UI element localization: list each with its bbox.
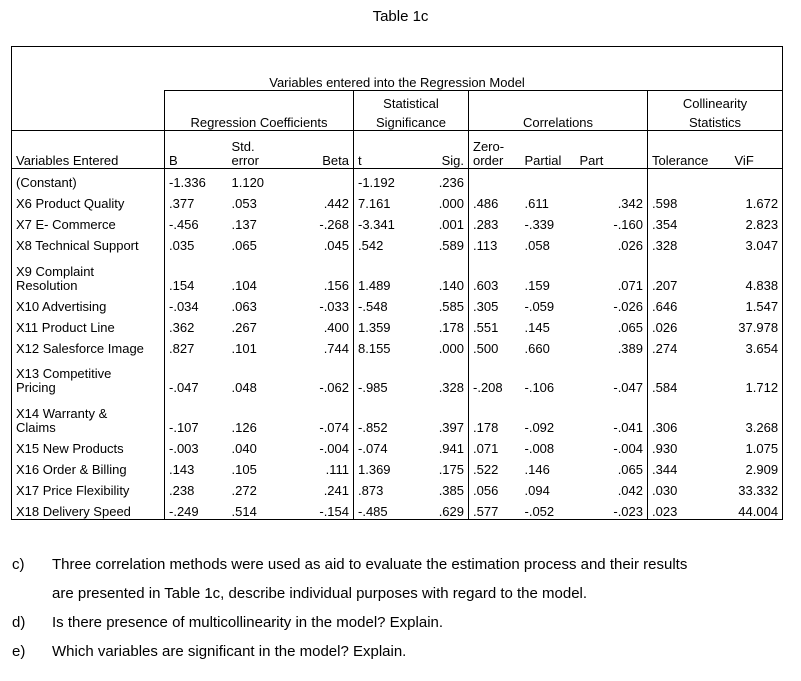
row-variable-name — [12, 190, 165, 211]
row-variable-name — [12, 314, 165, 335]
cell-partial: -.052 — [524, 504, 555, 519]
col-header-variables: Variables Entered — [12, 131, 165, 169]
cell-beta: -.074 — [319, 419, 349, 435]
cell-zero-order — [469, 169, 521, 190]
cell-t: -3.341 — [354, 211, 410, 232]
row-variable-name — [12, 435, 165, 456]
cell-part: .389 — [617, 341, 643, 357]
cell-partial: -.339 — [524, 217, 555, 233]
col-header-zero-order — [469, 131, 521, 169]
cell-b: .154 — [165, 253, 228, 292]
col-header-std-error — [228, 131, 284, 169]
cell-partial: .058 — [524, 238, 550, 254]
cell-t: -.074 — [354, 435, 410, 456]
cell-t: .542 — [354, 232, 410, 253]
cell-zero-order: .113 — [469, 232, 521, 253]
variable-name-line-2: Resolution — [16, 277, 78, 293]
cell-vif: 2.909 — [745, 462, 779, 478]
group-header-regression-coefficients: Regression Coefficients — [165, 91, 354, 131]
cell-zero-order: .305 — [469, 293, 521, 314]
cell-b: -.047 — [165, 356, 228, 395]
table-row — [12, 456, 783, 477]
question-text-line: Which variables are significant in the model? Explain. — [52, 643, 407, 660]
cell-std-error: .065 — [231, 238, 257, 254]
variable-name: (Constant) — [16, 174, 77, 190]
group-header-significance: Significance — [354, 111, 469, 131]
cell-zero-order: .551 — [469, 314, 521, 335]
table-row — [12, 169, 783, 190]
cell-tolerance: .030 — [648, 477, 731, 498]
row-variable-name — [12, 456, 165, 477]
cell-sig: .000 — [438, 195, 464, 211]
cell-partial — [521, 169, 576, 190]
cell-zero-order: -.208 — [469, 356, 521, 395]
cell-zero-order: .522 — [469, 456, 521, 477]
cell-t: -.485 — [354, 498, 410, 519]
cell-vif: 37.978 — [738, 319, 779, 335]
col-header-vif: ViF — [731, 131, 783, 169]
cell-b: .238 — [165, 477, 228, 498]
cell-sig: .328 — [438, 380, 464, 396]
cell-sig: .000 — [438, 341, 464, 357]
cell-beta: .744 — [323, 341, 349, 357]
cell-t: -1.192 — [354, 169, 410, 190]
cell-partial: -.092 — [524, 419, 555, 435]
cell-b: .143 — [165, 456, 228, 477]
cell-part: -.023 — [613, 504, 643, 519]
group-header-statistics: Statistics — [648, 111, 783, 131]
variable-name: X14 Warranty & — [16, 405, 108, 421]
col-header-zero: Zero- — [473, 139, 505, 154]
col-header-b: B — [165, 131, 228, 169]
cell-b: -.249 — [165, 498, 228, 519]
variable-name-line-2: Claims — [16, 419, 56, 435]
table-row — [12, 293, 783, 314]
group-header-statistical: Statistical — [354, 91, 469, 111]
question-text — [52, 637, 782, 666]
cell-tolerance: .344 — [648, 456, 731, 477]
cell-part: -.160 — [613, 217, 643, 233]
cell-zero-order: .056 — [469, 477, 521, 498]
cell-zero-order: .283 — [469, 211, 521, 232]
cell-sig: .589 — [438, 238, 464, 254]
cell-beta: -.154 — [319, 504, 349, 519]
cell-vif: 1.075 — [745, 440, 779, 456]
cell-zero-order: .577 — [469, 498, 521, 519]
table-row — [12, 435, 783, 456]
row-variable-name — [12, 395, 165, 434]
question-text — [52, 608, 782, 637]
cell-tolerance: .306 — [648, 395, 731, 434]
cell-std-error: .063 — [231, 298, 257, 314]
cell-vif: 1.712 — [745, 380, 779, 396]
cell-tolerance: .023 — [648, 498, 731, 519]
cell-b: -.003 — [165, 435, 228, 456]
question-item — [12, 637, 782, 666]
cell-vif: 3.047 — [745, 238, 779, 254]
cell-partial: -.008 — [524, 440, 555, 456]
cell-std-error: .105 — [231, 462, 257, 478]
cell-tolerance: .026 — [648, 314, 731, 335]
cell-partial: .145 — [524, 319, 550, 335]
question-label: c) — [12, 556, 25, 573]
col-header-std: Std. — [231, 139, 255, 154]
cell-beta: .111 — [325, 462, 349, 478]
cell-tolerance: .274 — [648, 335, 731, 356]
table-row — [12, 211, 783, 232]
cell-sig: .397 — [438, 419, 464, 435]
col-header-order: order — [473, 153, 504, 168]
col-header-partial: Partial — [521, 131, 576, 169]
question-label: d) — [12, 614, 26, 631]
cell-vif: 44.004 — [738, 504, 779, 519]
cell-zero-order: .603 — [469, 253, 521, 292]
cell-vif: 4.838 — [745, 277, 779, 293]
table-body — [12, 169, 783, 520]
cell-t: 1.369 — [354, 456, 410, 477]
cell-tolerance: .598 — [648, 190, 731, 211]
cell-vif: 3.654 — [745, 341, 779, 357]
cell-beta: .241 — [323, 483, 349, 499]
cell-t: .873 — [354, 477, 410, 498]
cell-beta — [284, 169, 354, 190]
col-header-error: error — [231, 153, 259, 168]
cell-beta: .400 — [323, 319, 349, 335]
group-header-collinearity: Collinearity — [648, 91, 783, 111]
variable-name: X15 New Products — [16, 440, 124, 456]
cell-zero-order: .071 — [469, 435, 521, 456]
row-variable-name — [12, 477, 165, 498]
row-variable-name — [12, 169, 165, 190]
cell-part: .342 — [617, 195, 643, 211]
cell-part: .065 — [617, 462, 643, 478]
variable-name: X8 Technical Support — [16, 238, 139, 254]
cell-b: -1.336 — [165, 169, 228, 190]
cell-t: 1.489 — [354, 253, 410, 292]
row-variable-name — [12, 232, 165, 253]
cell-b: -.034 — [165, 293, 228, 314]
cell-part: .065 — [617, 319, 643, 335]
cell-partial: -.059 — [524, 298, 555, 314]
cell-partial: .146 — [524, 462, 550, 478]
cell-std-error: 1.120 — [231, 174, 265, 190]
cell-std-error: .514 — [231, 504, 257, 519]
cell-b: .377 — [165, 190, 228, 211]
cell-part: -.004 — [613, 440, 643, 456]
cell-partial: .159 — [524, 277, 550, 293]
variable-name: X7 E- Commerce — [16, 217, 116, 233]
cell-beta: -.004 — [319, 440, 349, 456]
cell-std-error: .272 — [231, 483, 257, 499]
table-row — [12, 335, 783, 356]
table-row — [12, 477, 783, 498]
cell-part: -.026 — [613, 298, 643, 314]
variable-name: X9 Complaint — [16, 263, 95, 279]
cell-sig: .585 — [438, 298, 464, 314]
cell-partial: -.106 — [524, 380, 555, 396]
question-item — [12, 608, 782, 637]
cell-b: -.456 — [165, 211, 228, 232]
group-header-correlations: Correlations — [469, 91, 648, 131]
cell-tolerance: .328 — [648, 232, 731, 253]
cell-sig: .236 — [438, 174, 464, 190]
table-caption: Variables entered into the Regression Model — [269, 75, 525, 90]
cell-sig: .178 — [438, 319, 464, 335]
table-title: Table 1c — [372, 8, 429, 25]
cell-beta: .045 — [323, 238, 349, 254]
col-header-part: Part — [576, 131, 648, 169]
regression-table — [11, 46, 783, 520]
cell-part: .026 — [617, 238, 643, 254]
row-variable-name — [12, 335, 165, 356]
cell-std-error: .126 — [231, 419, 257, 435]
table-row — [12, 314, 783, 335]
cell-t: 1.359 — [354, 314, 410, 335]
row-variable-name — [12, 211, 165, 232]
question-item — [12, 550, 782, 608]
cell-t: -.548 — [354, 293, 410, 314]
cell-beta: -.033 — [319, 298, 349, 314]
variable-name: X11 Product Line — [16, 319, 115, 335]
cell-partial: .660 — [524, 341, 550, 357]
cell-part: .071 — [617, 277, 643, 293]
question-text-line: are presented in Table 1c, describe individual purposes with regard to the model. — [52, 585, 588, 602]
variable-name: X12 Salesforce Image — [16, 341, 144, 357]
cell-vif: 1.547 — [745, 298, 779, 314]
cell-std-error: .267 — [231, 319, 257, 335]
question-text-line: Three correlation methods were used as aid to evaluate the estimation process and their results — [52, 556, 688, 573]
row-variable-name — [12, 498, 165, 519]
variable-name: X16 Order & Billing — [16, 462, 127, 478]
cell-beta: -.268 — [319, 217, 349, 233]
cell-zero-order: .500 — [469, 335, 521, 356]
cell-std-error: .053 — [231, 195, 257, 211]
cell-part: -.047 — [613, 380, 643, 396]
variable-name: X10 Advertising — [16, 298, 107, 314]
cell-sig: .001 — [438, 217, 464, 233]
cell-std-error: .040 — [231, 440, 257, 456]
cell-partial: .611 — [524, 195, 549, 211]
question-text-line: Is there presence of multicollinearity in the model? Explain. — [52, 614, 444, 631]
row-variable-name — [12, 253, 165, 292]
cell-part — [576, 169, 648, 190]
row-variable-name — [12, 356, 165, 395]
table-row — [12, 498, 783, 519]
question-text — [52, 550, 782, 608]
variable-name: X17 Price Flexibility — [16, 483, 130, 499]
cell-zero-order: .178 — [469, 395, 521, 434]
cell-part: .042 — [617, 483, 643, 499]
cell-std-error: .048 — [231, 380, 257, 396]
cell-sig: .385 — [438, 483, 464, 499]
table-row — [12, 253, 783, 292]
cell-beta: .156 — [323, 277, 349, 293]
cell-sig: .175 — [438, 462, 464, 478]
cell-vif: 1.672 — [745, 195, 779, 211]
cell-vif: 2.823 — [745, 217, 779, 233]
cell-tolerance: .930 — [648, 435, 731, 456]
variable-name: X18 Delivery Speed — [16, 504, 131, 519]
table-row — [12, 190, 783, 211]
cell-zero-order: .486 — [469, 190, 521, 211]
cell-t: 8.155 — [354, 335, 410, 356]
cell-partial: .094 — [524, 483, 550, 499]
cell-b: .362 — [165, 314, 228, 335]
col-header-sig: Sig. — [410, 131, 469, 169]
cell-b: .035 — [165, 232, 228, 253]
cell-vif: 33.332 — [738, 483, 779, 499]
table-row — [12, 356, 783, 395]
cell-vif — [731, 169, 783, 190]
cell-part: -.041 — [613, 419, 643, 435]
cell-std-error: .137 — [231, 217, 257, 233]
question-list — [12, 550, 782, 666]
question-label: e) — [12, 643, 26, 660]
cell-std-error: .104 — [231, 277, 257, 293]
col-header-beta: Beta — [284, 131, 354, 169]
cell-b: .827 — [165, 335, 228, 356]
variable-name-line-2: Pricing — [16, 380, 56, 396]
variable-name: X13 Competitive — [16, 366, 112, 382]
col-header-t: t — [354, 131, 410, 169]
cell-tolerance: .646 — [648, 293, 731, 314]
cell-tolerance — [648, 169, 731, 190]
row-variable-name — [12, 293, 165, 314]
table-row — [12, 232, 783, 253]
cell-beta: -.062 — [319, 380, 349, 396]
col-header-tolerance: Tolerance — [648, 131, 731, 169]
cell-tolerance: .354 — [648, 211, 731, 232]
cell-t: -.985 — [354, 356, 410, 395]
cell-t: -.852 — [354, 395, 410, 434]
cell-t: 7.161 — [354, 190, 410, 211]
cell-vif: 3.268 — [745, 419, 779, 435]
cell-tolerance: .584 — [648, 356, 731, 395]
cell-sig: .941 — [438, 440, 464, 456]
cell-tolerance: .207 — [648, 253, 731, 292]
variable-name: X6 Product Quality — [16, 195, 125, 211]
cell-beta: .442 — [323, 195, 349, 211]
cell-sig: .140 — [438, 277, 464, 293]
table-row — [12, 395, 783, 434]
cell-std-error: .101 — [231, 341, 257, 357]
cell-sig: .629 — [438, 504, 464, 519]
cell-b: -.107 — [165, 395, 228, 434]
